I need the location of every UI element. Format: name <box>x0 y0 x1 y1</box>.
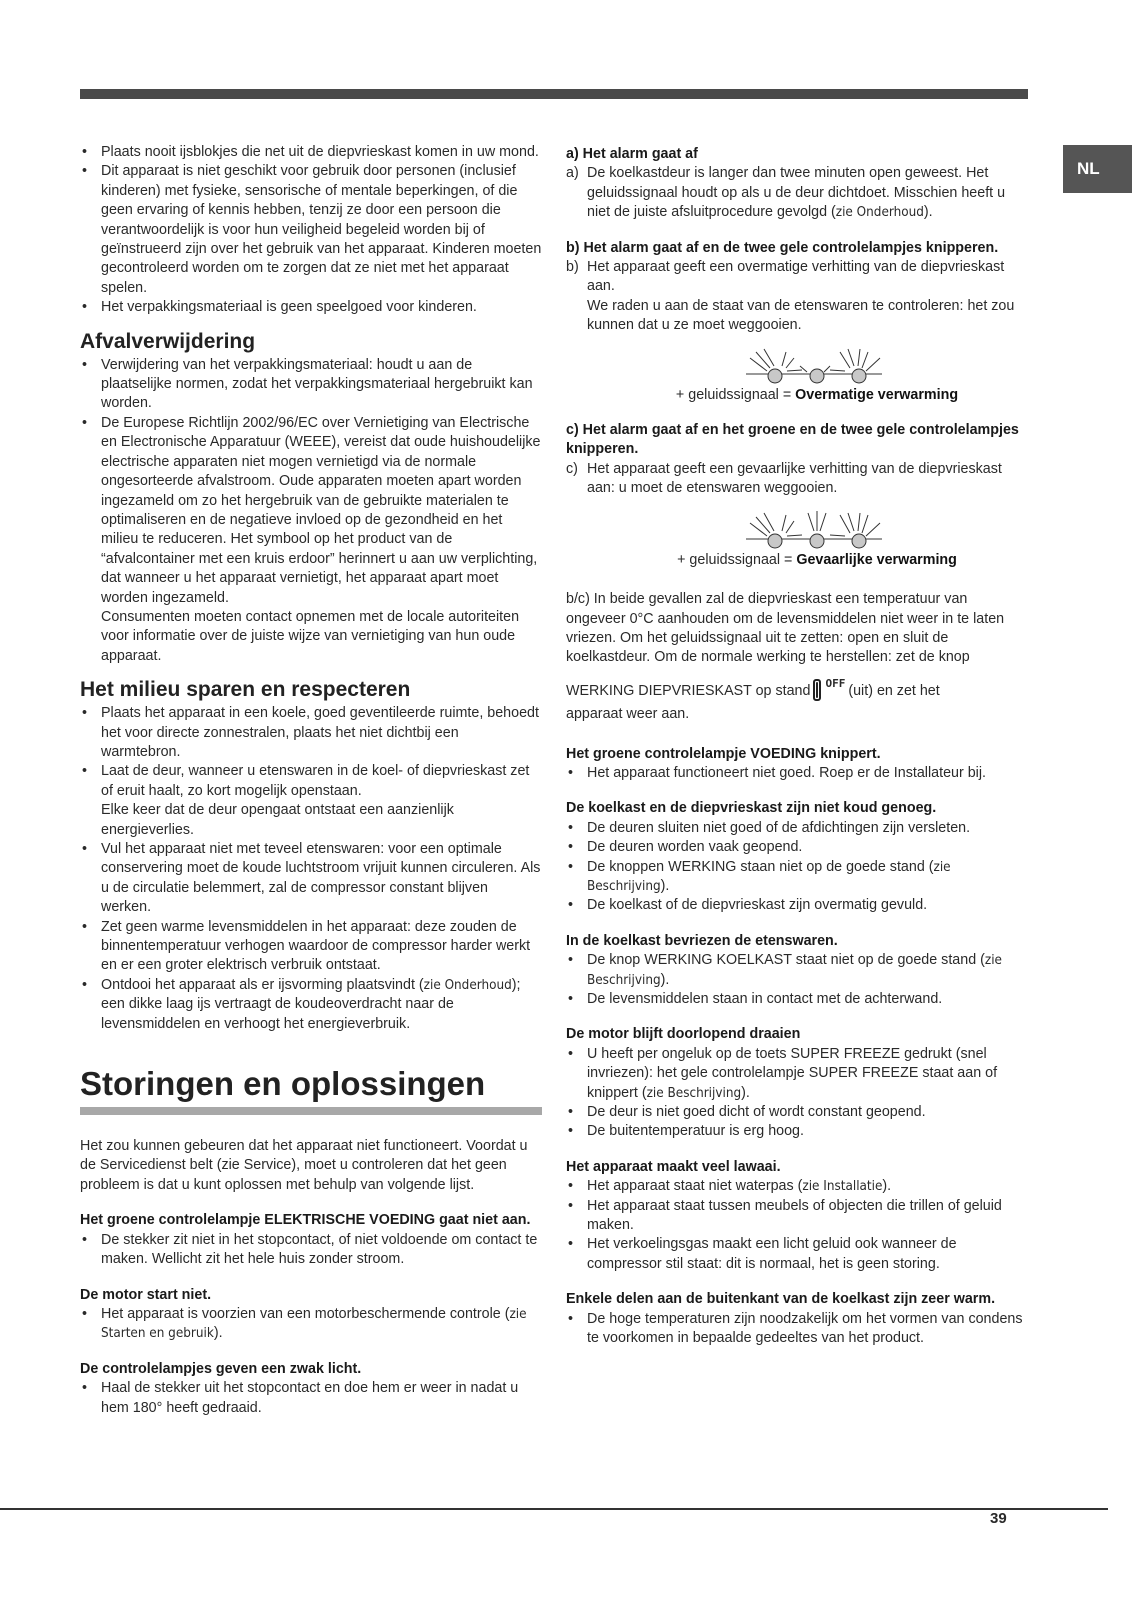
caption-bold: Gevaarlijke verwarming <box>796 551 957 568</box>
list-item <box>566 1045 1028 1103</box>
afval-list <box>80 356 542 667</box>
paragraph <box>566 674 1028 701</box>
list-item: • Vul het apparaat niet met teveel etenswaren: voor een optimale conservering moet de koude luchtstroom vrijuit kunnen circuleren. Als u de circulatie belemmert, zal de compressor constant blijven werken. <box>80 840 542 918</box>
list-item <box>566 858 1028 897</box>
problem-block <box>566 1290 1028 1348</box>
paragraph: apparaat weer aan. <box>566 706 690 723</box>
list-item: • De stekker zit niet in het stopcontact, of niet voldoende om contact te maken. Wellicht zit het hele huis zonder stroom. <box>80 1231 542 1270</box>
alarm-c-title: c) Het alarm gaat af en het groene en de twee gele controlelampjes knipperen. <box>566 422 1019 458</box>
item-text: We raden u aan de staat van de etenswaren te controleren: het zou kunnen dat u ze moet weggooien. <box>587 297 1015 334</box>
list-item: • Dit apparaat is niet geschikt voor gebruik door personen (inclusief kinderen) met fysieke, sensorische of mentale beperkingen, of die geen ervaring of kennis hebben, tenzij ze door een persoon die verantwoordelijk is voor hun veiligheid begeleid worden bij of geïnstrueerd zijn over het gebruik van het apparaat. Kinderen moeten gecontroleerd worden om te zorgen dat ze niet met het apparaat spelen. <box>80 162 542 298</box>
list-item-text: ). <box>741 1084 750 1101</box>
list-item: • De deuren sluiten niet goed of de afdichtingen zijn versleten. <box>566 819 1028 838</box>
problem-block <box>566 1158 1028 1274</box>
item-text: De koelkastdeur is langer dan twee minuten open geweest. Het geluidssignaal houdt op als u de deur dichtdoet. Misschien heeft u niet de juiste afsluitprocedure gevolgd ( <box>587 165 1006 221</box>
caption-text: + geluidssignaal = <box>675 386 796 403</box>
problem-block <box>566 745 1028 784</box>
item-letter: b) <box>566 259 579 276</box>
off-label: OFF <box>825 676 846 690</box>
caption-text: + geluidssignaal = <box>677 551 797 568</box>
cross-reference: zie Beschrijving <box>587 859 951 894</box>
item-text: Het apparaat geeft een gevaarlijke verhitting van de diepvrieskast aan: u moet de etenswaren weggooien. <box>587 460 1002 497</box>
list-item-text: Het apparaat staat niet waterpas ( <box>587 1178 803 1195</box>
cross-reference: zie Beschrijving <box>646 1085 742 1101</box>
list-item <box>80 414 542 666</box>
list-item: • Het verpakkingsmateriaal is geen speelgoed voor kinderen. <box>80 298 542 317</box>
item-text: ). <box>923 204 933 221</box>
item-letter: a) <box>566 165 579 182</box>
item-letter: c) <box>566 460 578 477</box>
problem-title: Het apparaat maakt veel lawaai. <box>566 1158 781 1175</box>
list-item-text: ); een dikke laag ijs vertraagt de koudeoverdracht naar de levensmiddelen en verhoogt het energieverbruik. <box>101 976 521 1032</box>
list-item-text: ). <box>882 1178 892 1195</box>
cross-reference: zie Onderhoud <box>423 977 512 993</box>
list-item-text: U heeft per ongeluk op de toets SUPER FREEZE gedrukt (snel invriezen): het gele controlelampje SUPER FREEZE staat aan of knippert ( <box>587 1045 998 1101</box>
problem-title: In de koelkast bevriezen de etenswaren. <box>566 932 838 949</box>
list-item-text: Elke keer dat de deur opengaat ontstaat een aanzienlijk energieverlies. <box>101 802 454 838</box>
storingen-title: Storingen en oplossingen <box>80 1064 542 1115</box>
item-text: Het apparaat geeft een overmatige verhitting van de diepvrieskast aan. <box>587 259 1005 295</box>
cross-reference: zie Starten en gebruik <box>101 1306 527 1342</box>
problem-title: Het groene controlelampje VOEDING knippert. <box>566 745 881 762</box>
list-item: • De hoge temperaturen zijn noodzakelijk om het vormen van condens te voorkomen in bepaalde gedeeltes van het product. <box>566 1310 1028 1349</box>
caption-bold: Overmatige verwarming <box>795 386 959 403</box>
list-item-text: Consumenten moeten contact opnemen met de locale autoriteiten voor informatie over de juiste wijze van vernietiging van hun oude apparaat. <box>101 608 520 664</box>
alarm-b-text <box>566 258 1028 336</box>
list-item: • De deuren worden vaak geopend. <box>566 838 1028 857</box>
footer-rule <box>0 1508 1108 1510</box>
language-tab: NL <box>1063 145 1132 193</box>
problem-title: De motor blijft doorlopend draaien <box>566 1026 801 1043</box>
list-item-text: ). <box>660 877 670 894</box>
storingen-intro: Het zou kunnen gebeuren dat het apparaat niet functioneert. Voordat u de Servicedienst belt (zie Service), moet u controleren dat het geen probleem is dat u kunt oplossen met behulp van volgende lijst. <box>80 1138 528 1193</box>
list-item-text: ). <box>213 1325 223 1342</box>
list-item: • De buitentemperatuur is erg hoog. <box>566 1122 1028 1141</box>
problem-title: Enkele delen aan de buitenkant van de koelkast zijn zeer warm. <box>566 1291 996 1308</box>
problem-block <box>566 1025 1028 1141</box>
list-item <box>80 762 542 840</box>
problem-block <box>80 1286 542 1344</box>
milieu-list <box>80 704 542 1034</box>
alarm-b-title: b) Het alarm gaat af en de twee gele controlelampjes knipperen. <box>566 239 999 256</box>
list-item <box>80 1305 542 1344</box>
list-item: • De koelkast of de diepvrieskast zijn overmatig gevuld. <box>566 896 1028 915</box>
paragraph-text: WERKING DIEPVRIESKAST op stand <box>566 682 811 699</box>
problem-block <box>80 1211 542 1269</box>
switch-icon <box>813 679 821 701</box>
problem-block <box>566 932 1028 1010</box>
lamps-yellow-blinking-icon <box>606 346 1028 386</box>
list-item <box>80 976 542 1034</box>
alarm-c-caption <box>606 551 1028 570</box>
list-item <box>566 1177 1028 1196</box>
milieu-title: Het milieu sparen en respecteren <box>80 678 411 702</box>
problem-title: De motor start niet. <box>80 1286 212 1303</box>
cross-reference: zie Onderhoud <box>835 205 924 221</box>
list-item: • Het apparaat functioneert niet goed. Roep er de Installateur bij. <box>566 764 1028 783</box>
right-column <box>566 145 1028 1349</box>
safety-list <box>80 143 542 318</box>
list-item: • Haal de stekker uit het stopcontact en doe hem er weer in nadat u hem 180° heeft gedraaid. <box>80 1379 542 1418</box>
problem-title: De controlelampjes geven een zwak licht. <box>80 1360 362 1377</box>
cross-reference: zie Beschrijving <box>587 953 1002 988</box>
list-item: • De levensmiddelen staan in contact met de achterwand. <box>566 990 1028 1009</box>
problem-title: De koelkast en de diepvrieskast zijn niet koud genoeg. <box>566 800 937 817</box>
afval-title: Afvalverwijdering <box>80 329 256 353</box>
paragraph-text: (uit) en zet het <box>848 682 940 699</box>
list-item-text: ). <box>660 971 670 988</box>
lamps-all-blinking-icon <box>606 509 1028 551</box>
alarm-a-text <box>566 164 1028 222</box>
list-item: • Plaats het apparaat in een koele, goed geventileerde ruimte, behoedt het voor directe zonnestralen, plaats het niet dichtbij een warmtebron. <box>80 704 542 762</box>
list-item-text: Het apparaat is voorzien van een motorbeschermende controle ( <box>101 1305 510 1322</box>
problem-block <box>566 799 1028 915</box>
cross-reference: zie Installatie <box>802 1179 883 1195</box>
alarm-b-caption <box>606 386 1028 405</box>
list-item: • De deur is niet goed dicht of wordt constant geopend. <box>566 1103 1028 1122</box>
list-item: • Zet geen warme levensmiddelen in het apparaat: deze zouden de binnentemperatuur verhogen waardoor de compressor harder werkt en er een groter elektrisch verbruik ontstaat. <box>80 918 542 976</box>
list-item-text: Laat de deur, wanneer u etenswaren in de koel- of diepvrieskast zet of eruit haalt, zo kort mogelijk openstaan. <box>101 763 530 799</box>
list-item: • Het apparaat staat tussen meubels of objecten die trillen of geluid maken. <box>566 1197 1028 1236</box>
page-number: 39 <box>990 1510 1007 1527</box>
list-item: • Verwijdering van het verpakkingsmateriaal: houdt u aan de plaatselijke normen, zodat het verpakkingsmateriaal hergebruikt kan worden. <box>80 356 542 414</box>
problem-title: Het groene controlelampje ELEKTRISCHE VOEDING gaat niet aan. <box>80 1212 531 1229</box>
alarm-a-title: a) Het alarm gaat af <box>566 146 698 162</box>
problem-block <box>80 1360 542 1418</box>
header-bar <box>80 89 1028 99</box>
list-item-text: De Europese Richtlijn 2002/96/EC over Vernietiging van Electrische en Electronische Apparatuur (WEEE), vereist dat oude huishoudelijke electrische apparaten niet mogen vernietigd via de normale ongesorteerde afvalstroom. Oude apparaten moeten apart worden ingezameld om zo het hergebruik van de gebruikte materialen te optimaliseren en de negatieve invloed op de gezondheid en het milieu te reduceren. Het symbool op het product van de “afvalcontainer met een kruis erdoor” herinnert u aan uw verplichting, dat wanneer u het apparaat vernietigt, het apparaat apart moet worden ingezameld. <box>101 414 541 606</box>
alarm-c-text <box>566 460 1028 499</box>
alarm-bc-text <box>566 590 1028 724</box>
list-item: • Het verkoelingsgas maakt een licht geluid ook wanneer de compressor stil staat: dit is normaal, het is geen storing. <box>566 1235 1028 1274</box>
list-item-text: Ontdooi het apparaat als er ijsvorming plaatsvindt ( <box>101 976 424 993</box>
list-item: • Plaats nooit ijsblokjes die net uit de diepvrieskast komen in uw mond. <box>80 143 542 162</box>
left-column <box>80 143 542 1418</box>
list-item-text: De knoppen WERKING staan niet op de goede stand ( <box>587 858 934 875</box>
paragraph: b/c) In beide gevallen zal de diepvrieskast een temperatuur van ongeveer 0°C aanhouden om de levensmiddelen niet weer in te laten vriezen. Om het geluidssignaal uit te zetten: open en sluit de koelkastdeur. Om de normale werking te herstellen: zet de knop <box>566 591 1005 666</box>
list-item <box>566 951 1028 990</box>
list-item-text: De knop WERKING KOELKAST staat niet op de goede stand ( <box>587 952 985 969</box>
